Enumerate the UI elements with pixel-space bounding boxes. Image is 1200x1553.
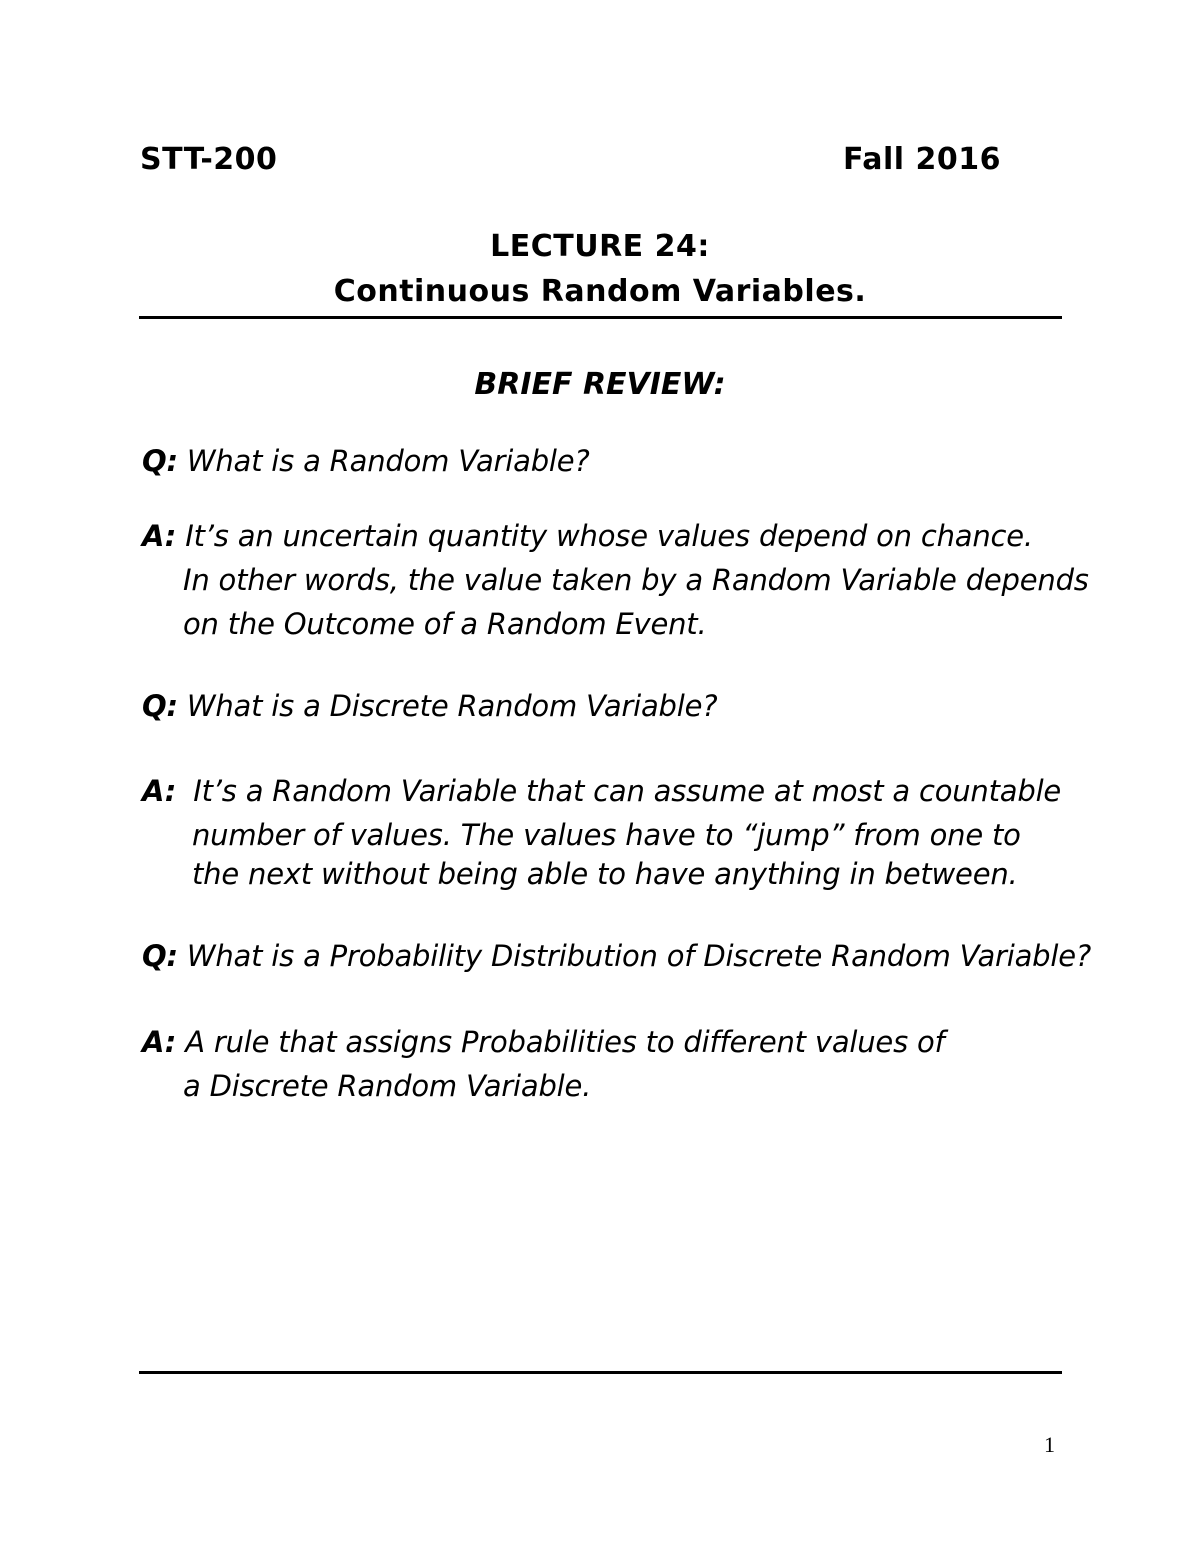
question-text: What is a Probability Distribution of Discrete Random Variable? [186, 939, 1092, 973]
answer-tag: A: [142, 774, 177, 808]
lecture-title: LECTURE 24: [490, 229, 710, 264]
answer-line [142, 519, 1033, 553]
review-heading: BRIEF REVIEW: [474, 367, 726, 402]
answer-text: In other words, the value taken by a Random Variable depends [183, 563, 1089, 597]
question-line [142, 444, 590, 478]
answer-text: It’s a Random Variable that can assume at most a countable [193, 774, 1062, 808]
question-line [142, 689, 717, 723]
question-tag: Q: [142, 444, 178, 478]
question-tag: Q: [142, 689, 178, 723]
answer-tag: A: [142, 519, 177, 553]
lecture-subtitle: Continuous Random Variables. [333, 274, 867, 309]
answer-text: a Discrete Random Variable. [183, 1069, 592, 1103]
question-line [142, 939, 1091, 973]
course-code: STT-200 [140, 142, 278, 177]
question-tag: Q: [142, 939, 178, 973]
answer-text: the next without being able to have anything in between. [192, 857, 1018, 891]
answer-tag: A: [142, 1025, 177, 1059]
term-label: Fall 2016 [843, 142, 1001, 177]
answer-text: It’s an uncertain quantity whose values depend on chance. [185, 519, 1033, 553]
answer-line [142, 774, 1061, 808]
footer-divider [139, 1371, 1062, 1374]
question-text: What is a Discrete Random Variable? [186, 689, 718, 723]
answer-line [142, 1025, 945, 1059]
header-divider [139, 316, 1062, 319]
question-text: What is a Random Variable? [186, 444, 590, 478]
answer-text: number of values. The values have to “jump” from one to [192, 818, 1021, 852]
answer-text: A rule that assigns Probabilities to different values of [185, 1025, 945, 1059]
page-number: 1 [1044, 1432, 1055, 1457]
answer-text: on the Outcome of a Random Event. [183, 607, 707, 641]
